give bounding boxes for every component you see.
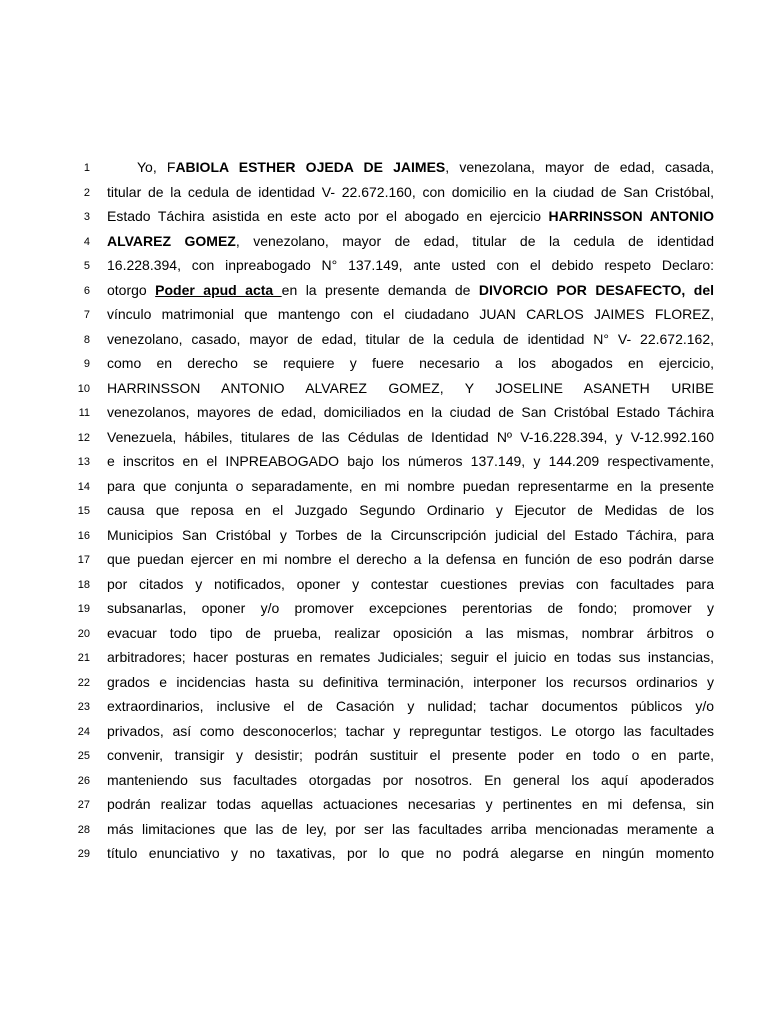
document-line (0, 351, 768, 375)
text-segment: en la presente demanda de (281, 281, 479, 298)
line-text (107, 645, 714, 669)
document-line (0, 180, 768, 204)
line-number: 14 (77, 480, 90, 493)
line-number: 12 (77, 431, 90, 444)
document-line (0, 253, 768, 277)
document-line (0, 523, 768, 547)
line-text (107, 302, 714, 326)
line-number: 22 (77, 676, 90, 689)
text-segment: 16.228.394, con inpreabogado N° 137.149, ante usted con el debido respeto Declaro: (107, 257, 714, 273)
text-segment: subsanarlas, oponer y/o promover excepciones perentorias de fondo; promover y (107, 600, 714, 616)
text-segment: que puedan ejercer en mi nombre el derecho a la defensa en función de eso podrán darse (107, 551, 714, 567)
text-segment: vínculo matrimonial que mantengo con el ciudadano JUAN CARLOS JAIMES FLOREZ, (107, 306, 714, 322)
line-text (137, 155, 714, 179)
line-number: 7 (83, 309, 90, 321)
line-text (107, 523, 714, 547)
line-number: 29 (77, 848, 90, 860)
line-text (107, 572, 714, 596)
line-number: 3 (83, 211, 90, 223)
line-text (107, 498, 714, 522)
text-segment: título enunciativo y no taxativas, por lo que no podrá alegarse en ningún momento (107, 845, 714, 861)
line-number: 28 (77, 823, 90, 836)
document-line (0, 474, 768, 498)
text-segment: manteniendo sus facultades otorgadas por nosotros. En general los aquí apoderados (107, 771, 714, 788)
line-text (107, 547, 714, 571)
text-segment: titular de la cedula de identidad V- 22.672.160, con domicilio en la ciudad de San Cristóbal, (107, 183, 714, 200)
text-segment: venezolanos, mayores de edad, domiciliados en la ciudad de San Cristóbal Estado Táchira (107, 404, 714, 420)
line-number: 23 (77, 701, 90, 713)
document-line (0, 792, 768, 816)
line-text (107, 743, 714, 767)
line-text (107, 694, 714, 718)
line-text (107, 621, 714, 645)
document-line (0, 229, 768, 253)
document-line (0, 278, 768, 302)
text-segment: DIVORCIO POR DESAFECTO, del (478, 281, 714, 298)
line-number: 2 (83, 186, 90, 199)
text-segment: causa que reposa en el Juzgado Segundo Ordinario y Ejecutor de Medidas de los (107, 502, 714, 518)
document-line (0, 327, 768, 351)
document-line (0, 817, 768, 841)
text-segment: Yo, F (137, 159, 176, 175)
line-text (107, 596, 714, 620)
document-line (0, 449, 768, 473)
line-number: 4 (83, 235, 90, 248)
document-line (0, 694, 768, 718)
text-segment: e inscritos en el INPREABOGADO bajo los números 137.149, y 144.209 respectivamente, (107, 453, 714, 469)
text-segment: venezolano, casado, mayor de edad, titular de la cedula de identidad N° V- 22.672.162, (107, 330, 714, 347)
text-segment: Estado Táchira asistida en este acto por el abogado en ejercicio (107, 208, 549, 224)
line-number: 5 (83, 260, 90, 272)
text-segment: más limitaciones que las de ley, por ser las facultades arriba mencionadas meramente a (107, 820, 714, 837)
text-segment: grados e incidencias hasta su definitiva terminación, interponer los recursos ordinarios y (107, 673, 714, 690)
document-line (0, 302, 768, 326)
line-number: 21 (77, 652, 90, 664)
document-line (0, 743, 768, 767)
line-number: 19 (77, 603, 90, 615)
line-number: 25 (77, 750, 90, 762)
line-number: 20 (77, 627, 90, 640)
line-text (107, 351, 714, 375)
text-segment: Poder apud acta (155, 281, 282, 298)
document-line (0, 155, 768, 179)
text-segment: Venezuela, hábiles, titulares de las Cédulas de Identidad Nº V-16.228.394, y V-12.992.160 (107, 428, 714, 445)
document-line (0, 670, 768, 694)
line-text (107, 841, 714, 865)
line-text (107, 253, 714, 277)
text-segment: evacuar todo tipo de prueba, realizar oposición a las mismas, nombrar árbitros o (107, 624, 714, 641)
line-text (107, 376, 714, 400)
line-number: 11 (78, 407, 90, 419)
text-segment: , venezolana, mayor de edad, casada, (445, 159, 714, 175)
text-segment: HARRINSSON ANTONIO (548, 208, 714, 224)
document-line (0, 841, 768, 865)
document-line (0, 425, 768, 449)
line-text (107, 204, 714, 228)
document-line (0, 376, 768, 400)
text-segment: podrán realizar todas aquellas actuaciones necesarias y pertinentes en mi defensa, sin (107, 796, 714, 812)
line-number: 8 (83, 333, 90, 346)
text-segment: convenir, transigir y desistir; podrán sustituir el presente poder en todo o en parte, (107, 747, 714, 763)
line-number: 15 (77, 505, 90, 517)
document-line (0, 596, 768, 620)
text-segment: arbitradores; hacer posturas en remates Judiciales; seguir el juicio en todas sus instancias, (107, 649, 714, 665)
document-line (0, 498, 768, 522)
document-line (0, 572, 768, 596)
line-text (107, 792, 714, 816)
text-segment: , venezolano, mayor de edad, titular de la cedula de identidad (235, 232, 714, 249)
text-segment: Municipios San Cristóbal y Torbes de la Circunscripción judicial del Estado Táchira, para (107, 526, 714, 543)
line-number: 16 (77, 529, 90, 542)
line-text (107, 327, 714, 351)
line-text (107, 425, 714, 449)
document-line (0, 645, 768, 669)
text-segment: ABIOLA ESTHER OJEDA DE JAIMES (175, 159, 446, 175)
line-text (107, 180, 714, 204)
line-number: 1 (83, 162, 90, 174)
document-line (0, 768, 768, 792)
line-text (107, 719, 714, 743)
line-number: 26 (77, 774, 90, 787)
line-number: 18 (77, 578, 90, 591)
line-text (107, 449, 714, 473)
line-number: 9 (83, 358, 90, 370)
line-text (107, 278, 714, 302)
text-segment: HARRINSSON ANTONIO ALVAREZ GOMEZ, Y JOSELINE ASANETH URIBE (107, 379, 714, 396)
document-line (0, 621, 768, 645)
text-segment: otorgo (107, 281, 156, 298)
line-number: 13 (77, 456, 90, 468)
line-text (107, 400, 714, 424)
line-number: 6 (83, 284, 90, 297)
line-text (107, 229, 714, 253)
text-segment: como en derecho se requiere y fuere necesario a los abogados en ejercicio, (107, 355, 714, 371)
line-number: 17 (77, 554, 90, 566)
line-text (107, 474, 714, 498)
line-text (107, 670, 714, 694)
line-text (107, 817, 714, 841)
document-line (0, 204, 768, 228)
text-segment: por citados y notificados, oponer y contestar cuestiones previas con facultades para (107, 575, 714, 592)
text-segment: para que conjunta o separadamente, en mi nombre puedan representarme en la presente (107, 477, 714, 494)
text-segment: extraordinarios, inclusive el de Casación y nulidad; tachar documentos públicos y/o (107, 698, 714, 714)
line-number: 24 (77, 725, 90, 738)
text-segment: privados, así como desconocerlos; tachar y repreguntar testigos. Le otorgo las facultades (107, 722, 714, 739)
document-line (0, 719, 768, 743)
document-line (0, 400, 768, 424)
line-text (107, 768, 714, 792)
line-number: 10 (77, 382, 90, 395)
document-line (0, 547, 768, 571)
text-segment: ALVAREZ GOMEZ (107, 232, 236, 249)
line-number: 27 (77, 799, 90, 811)
